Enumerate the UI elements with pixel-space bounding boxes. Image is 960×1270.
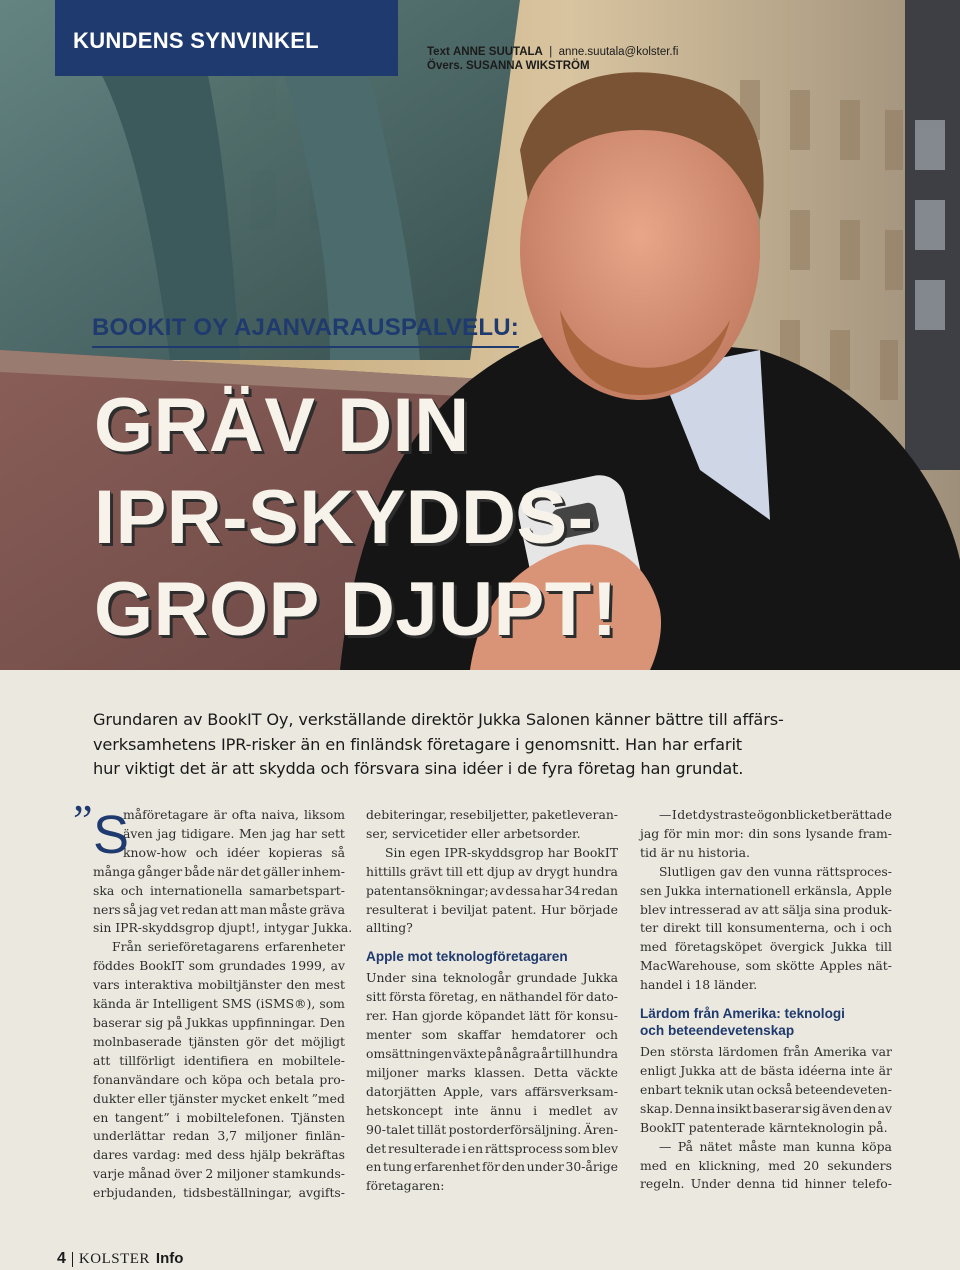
subheading-apple: Apple mot teknologföretagaren <box>366 949 568 965</box>
text-line: rer. Han gjorde köpandet lätt för konsu- <box>366 1008 618 1024</box>
text-line: miljoner marks klassen. Detta väckte <box>366 1064 618 1080</box>
text-line: datorjätten Apple, vars affärsverksam- <box>366 1083 618 1099</box>
headline <box>94 380 618 656</box>
text-line: handel i 18 länder. <box>640 977 758 993</box>
page-number: 4 <box>57 1250 66 1267</box>
byline-translator-label: Övers. <box>427 60 463 72</box>
byline-translator: SUSANNA WIKSTRÖM <box>466 60 590 72</box>
byline-author: ANNE SUUTALA <box>453 46 543 58</box>
text-line: sitt första företag, en näthandel för dato- <box>366 989 618 1005</box>
magazine-name-suffix: Info <box>155 1250 184 1267</box>
text-line: underlättar redan 3,7 miljoner finlän- <box>93 1128 345 1144</box>
text-line: debiteringar, resebiljetter, paketleveran- <box>366 807 618 822</box>
text-line: jag för min mor: din sons lysande fram- <box>640 825 892 841</box>
text-line: omsättningen växte på några år till hundra <box>366 1045 618 1061</box>
text-line: — I det dystraste ögonblicket berättade <box>659 807 892 822</box>
text-line: hetskoncept inte ännu i medlet av <box>366 1102 618 1118</box>
text-line: enbart teknik utan också beteendeveten- <box>640 1081 892 1097</box>
text-line: Den största lärdomen från Amerika var <box>640 1044 892 1060</box>
page-folio <box>57 1250 183 1268</box>
text-line: sin IPR-skyddsgrop djupt!, intygar Jukka. <box>93 920 353 936</box>
text-line: varje månad över 2 miljoner stamkunds- <box>93 1166 345 1182</box>
text-line: menter som skaffar hemdatorer och <box>366 1027 618 1043</box>
text-line: Från serieföretagarens erfarenheter <box>112 939 345 955</box>
text-line: fonanvändare och köpa och betala pro- <box>93 1071 345 1087</box>
text-line: Under sina teknologår grundade Jukka <box>366 970 618 986</box>
headline-line: GRÄV DIN <box>94 383 470 468</box>
subheading-line: Lärdom från Amerika: teknologi <box>640 1006 845 1022</box>
text-line: patentansökningar; av dessa har 34 redan <box>366 882 618 898</box>
text-line: en tangent” i mobiltelefonen. Tjänsten <box>93 1109 345 1125</box>
text-line: företagaren: <box>366 1178 445 1194</box>
text-line: enligt Jukka att de bästa idéerna inte är <box>640 1062 892 1078</box>
text-line: det resulterade i en rättsprocess som blev <box>366 1140 618 1156</box>
dropcap: S <box>93 805 130 865</box>
folio-divider <box>72 1252 73 1267</box>
kicker: BOOKIT OY AJANVARAUSPALVELU: <box>92 314 519 348</box>
text-line: Slutligen gav den vunna rättsproces- <box>659 863 892 879</box>
text-line: molnbaserade tjänsten gör det möjligt <box>93 1033 345 1049</box>
text-line: tid är nu historia. <box>640 844 750 860</box>
text-line: föddes BookIT som grundades 1999, av <box>93 958 345 974</box>
section-label: KUNDENS SYNVINKEL <box>73 28 319 53</box>
text-line: ser, servicetider eller arbetsorder. <box>366 825 581 841</box>
article-column-1 <box>73 796 353 1203</box>
subheading-line: och beteendevetenskap <box>640 1023 795 1039</box>
text-line: måföretagare är ofta naiva, liksom <box>123 807 345 822</box>
headline-line: IPR-SKYDDS- <box>94 475 594 560</box>
text-line: dukter eller tjänster mycket enkelt ”med <box>93 1090 345 1106</box>
text-line: ners så jag vet redan att man måste gräva <box>93 901 345 917</box>
text-line: blev intresserad av att sälja sina produk- <box>640 901 892 917</box>
magazine-name: KOLSTER <box>78 1251 150 1267</box>
quote-mark: ” <box>73 796 93 845</box>
byline-translator-row <box>427 59 678 73</box>
text-line: en tung erfarenhet för den under 30-årige <box>366 1159 618 1175</box>
subheading-amerika <box>640 1005 892 1039</box>
text-line: MacWarehouse, som skötte Apples nät- <box>640 958 892 974</box>
text-line: med en klickning, med 20 sekunders <box>640 1157 892 1173</box>
text-line: 90-talet tillät postorderförsäljning. Ären- <box>366 1121 618 1137</box>
text-line: skap. Denna insikt baserar sig även den av <box>640 1100 892 1116</box>
text-line: know-how och idéer kopieras så <box>123 844 345 860</box>
headline-line: GROP DJUPT! <box>94 567 618 652</box>
text-line: — På nätet måste man kunna köpa <box>659 1138 892 1154</box>
text-line: att tillförligt identifiera en mobiltele- <box>93 1052 345 1068</box>
byline-text-label: Text <box>427 46 450 58</box>
text-line: allting? <box>366 920 413 936</box>
text-line: kända är Intelligent SMS (iSMS®), som <box>93 996 345 1012</box>
text-line: ter direkt till konsumenterna, och i och <box>640 920 892 936</box>
text-line: BookIT patenterade kärnteknologin på. <box>640 1119 888 1135</box>
opening-quote <box>73 796 345 865</box>
text-line: Sin egen IPR-skyddsgrop har BookIT <box>385 844 618 860</box>
article-column-2 <box>366 806 618 1196</box>
text-line: med företagsköpet övergick Jukka till <box>640 939 892 955</box>
text-line: regeln. Under denna tid hinner telefo- <box>640 1176 892 1192</box>
text-line: många gånger både när det gäller inhem- <box>93 863 345 879</box>
text-line: dares vardag: med dess hjälp bekräftas <box>93 1147 345 1163</box>
text-line: hittills grävt till ett djup av drygt hundra <box>366 863 618 879</box>
text-line: sen Jukka internationell erkänsla, Apple <box>640 882 892 898</box>
lead-line: Grundaren av BookIT Oy, verkställande direktör Jukka Salonen känner bättre till affärs- <box>93 710 784 729</box>
text-line: erbjudanden, tidsbeställningar, avgifts- <box>93 1185 345 1201</box>
text-line: vars interaktiva mobiltjänster den mest <box>93 977 345 993</box>
text-line: ska och internationella samarbetspart- <box>93 882 345 898</box>
lead-line: hur viktigt det är att skydda och försvara sina idéer i de fyra företag han grundat. <box>93 759 744 778</box>
text-line: baserar sig på Jukkas uppfinningar. Den <box>93 1014 345 1030</box>
byline-author-row: Text ANNE SUUTALA | anne.suutala@kolster.fi <box>427 46 679 58</box>
byline-email[interactable]: anne.suutala@kolster.fi <box>558 46 679 58</box>
text-line: resulterat i beviljat patent. Hur började <box>366 901 618 917</box>
article-column-3 <box>640 806 892 1194</box>
byline <box>427 45 678 73</box>
lead-line: verksamhetens IPR-risker än en finländsk företagare i genomsnitt. Han har erfarit <box>93 734 742 754</box>
section-tab <box>55 0 398 76</box>
lead-paragraph <box>93 708 903 782</box>
text-line: även jag tidigare. Men jag har sett <box>123 825 345 841</box>
